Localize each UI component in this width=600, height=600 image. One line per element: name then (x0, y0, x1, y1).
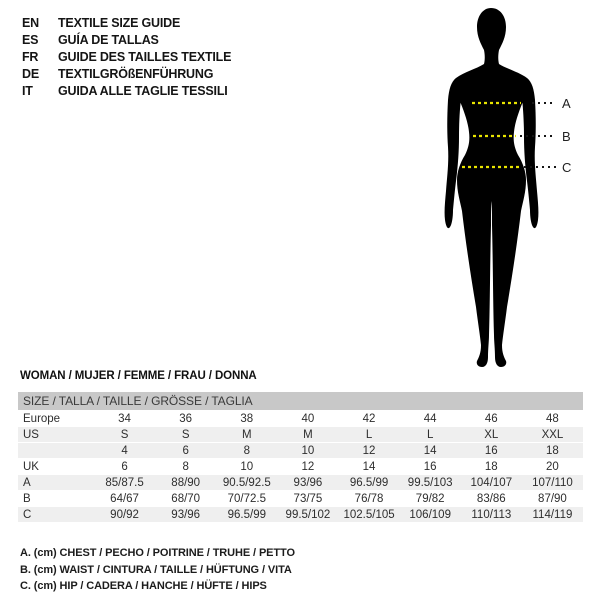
lang-code: DE (22, 67, 39, 81)
cell: 106/109 (400, 507, 461, 523)
cell: 102.5/105 (339, 507, 400, 523)
cell: 46 (461, 411, 522, 427)
row-label (18, 443, 94, 459)
table-row-waist (18, 491, 583, 507)
cell: 85/87.5 (94, 475, 155, 491)
cell: 90.5/92.5 (216, 475, 277, 491)
cell: 79/82 (400, 491, 461, 507)
lang-title: TEXTILGRÖßENFÜHRUNG (58, 67, 214, 81)
cell: 14 (339, 459, 400, 475)
lang-title: TEXTILE SIZE GUIDE (58, 16, 181, 30)
cell: 16 (400, 459, 461, 475)
cell: 104/107 (461, 475, 522, 491)
cell: 90/92 (94, 507, 155, 523)
waist-label: B (562, 129, 571, 144)
chest-label: A (562, 96, 571, 111)
table-row-hip (18, 507, 583, 523)
table-row-chest (18, 475, 583, 491)
cell: 99.5/103 (400, 475, 461, 491)
cell: 68/70 (155, 491, 216, 507)
row-label: A (18, 475, 94, 491)
row-label: US (18, 427, 94, 443)
cell: 20 (522, 459, 583, 475)
cell: 93/96 (155, 507, 216, 523)
cell: 96.5/99 (339, 475, 400, 491)
cell: 42 (339, 411, 400, 427)
cell: 6 (94, 459, 155, 475)
cell: 8 (216, 443, 277, 459)
cell: XXL (522, 427, 583, 443)
lang-code: IT (22, 84, 33, 98)
lang-row-de (22, 66, 231, 83)
cell: 48 (522, 411, 583, 427)
cell: 44 (400, 411, 461, 427)
cell: 36 (155, 411, 216, 427)
cell: 88/90 (155, 475, 216, 491)
lang-code: ES (22, 33, 39, 47)
cell: 10 (277, 443, 338, 459)
cell: 99.5/102 (277, 507, 338, 523)
cell: S (155, 427, 216, 443)
silhouette-right-arm (522, 78, 539, 228)
table-row-us-numbers (18, 443, 583, 459)
lang-row-es (22, 32, 231, 49)
cell: 16 (461, 443, 522, 459)
lang-title: GUIDA ALLE TAGLIE TESSILI (58, 84, 228, 98)
language-title-block (22, 15, 231, 100)
legend-hip: C. (cm) HIP / CADERA / HANCHE / HÜFTE / HIPS (20, 580, 267, 592)
size-table-header: SIZE / TALLA / TAILLE / GRÖSSE / TAGLIA (18, 392, 583, 411)
lang-title: GUIDE DES TAILLES TEXTILE (58, 50, 232, 64)
cell: M (277, 427, 338, 443)
cell: 93/96 (277, 475, 338, 491)
silhouette-body (455, 8, 528, 367)
cell: 110/113 (461, 507, 522, 523)
row-label: B (18, 491, 94, 507)
lang-code: EN (22, 16, 39, 30)
size-table (18, 392, 583, 523)
table-row-us-letters (18, 427, 583, 443)
cell: 73/75 (277, 491, 338, 507)
lang-row-fr (22, 49, 231, 66)
cell: 14 (400, 443, 461, 459)
cell: 64/67 (94, 491, 155, 507)
cell: S (94, 427, 155, 443)
cell: 34 (94, 411, 155, 427)
cell: 6 (155, 443, 216, 459)
cell: 70/72.5 (216, 491, 277, 507)
cell: 40 (277, 411, 338, 427)
cell: XL (461, 427, 522, 443)
cell: 96.5/99 (216, 507, 277, 523)
cell: 114/119 (522, 507, 583, 523)
cell: 107/110 (522, 475, 583, 491)
row-label: UK (18, 459, 94, 475)
size-table-header-row (18, 392, 583, 411)
woman-silhouette-diagram (440, 5, 585, 375)
row-label: Europe (18, 411, 94, 427)
table-row-europe (18, 411, 583, 427)
legend-chest: A. (cm) CHEST / PECHO / POITRINE / TRUHE / PETTO (20, 547, 295, 559)
lang-title: GUÍA DE TALLAS (58, 33, 159, 47)
measurement-legend (20, 545, 295, 595)
cell: 12 (277, 459, 338, 475)
cell: 4 (94, 443, 155, 459)
hip-label: C (562, 160, 572, 175)
cell: 12 (339, 443, 400, 459)
lang-row-it (22, 83, 231, 100)
cell: 18 (522, 443, 583, 459)
table-title: WOMAN / MUJER / FEMME / FRAU / DONNA (20, 370, 257, 382)
cell: 8 (155, 459, 216, 475)
lang-code: FR (22, 50, 39, 64)
cell: 76/78 (339, 491, 400, 507)
cell: L (339, 427, 400, 443)
cell: 87/90 (522, 491, 583, 507)
cell: L (400, 427, 461, 443)
silhouette-left-arm (445, 78, 462, 228)
legend-waist: B. (cm) WAIST / CINTURA / TAILLE / HÜFTUNG / VITA (20, 563, 292, 576)
row-label: C (18, 507, 94, 523)
cell: 18 (461, 459, 522, 475)
body-measurement-figure (440, 5, 585, 375)
lang-row-en (22, 15, 231, 32)
cell: 10 (216, 459, 277, 475)
cell: 38 (216, 411, 277, 427)
cell: M (216, 427, 277, 443)
cell: 83/86 (461, 491, 522, 507)
table-row-uk (18, 459, 583, 475)
